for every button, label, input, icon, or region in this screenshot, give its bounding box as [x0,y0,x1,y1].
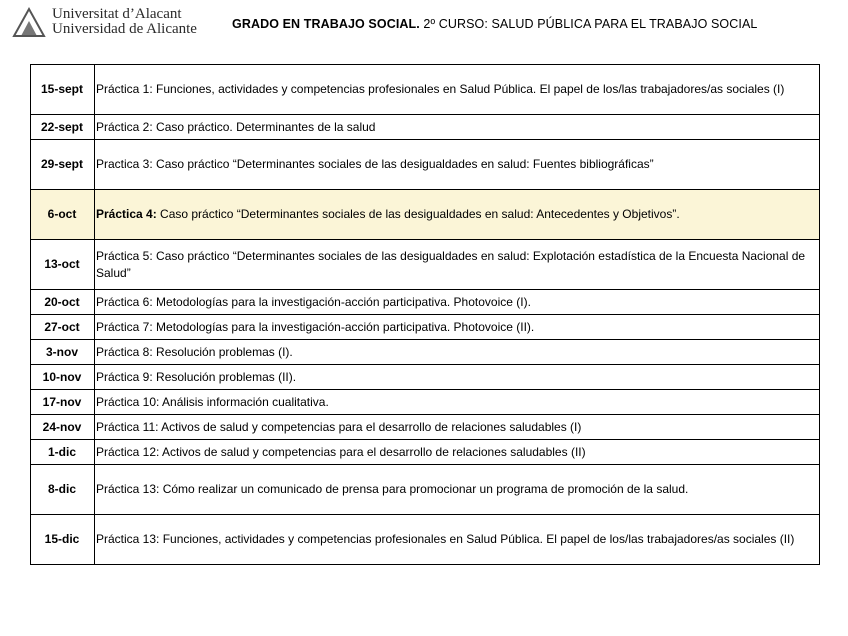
session-description [95,515,820,565]
table-row [31,140,820,190]
table-row [31,315,820,340]
page-title-course: 2º CURSO: SALUD PÚBLICA PARA EL TRABAJO SOCIAL [419,17,758,31]
practice-text: Funciones, actividades y competencias profesionales en Salud Pública. El papel de los/las trabajadores/as sociales (I) [152,82,785,96]
practice-text: Resolución problemas (II). [152,369,297,384]
table-row [31,390,820,415]
table-row [31,240,820,290]
session-description [95,340,820,365]
session-description [95,390,820,415]
table-row [31,115,820,140]
practice-label: Práctica 13: [96,532,160,546]
table-row-highlighted [31,190,820,240]
session-description [95,365,820,390]
practice-label: Práctica 11: [96,419,159,434]
table-row [31,365,820,390]
session-date: 20-oct [31,290,95,315]
practice-text: Activos de salud y competencias para el desarrollo de relaciones saludables (I) [158,419,582,434]
session-date: 15-dic [31,515,95,565]
table-row [31,65,820,115]
practice-label: Práctica 2: [96,119,153,134]
logo-text-spanish: Universidad de Alicante [52,21,197,37]
table-row [31,465,820,515]
practice-label: Práctica 8: [96,344,153,359]
page-title [232,17,757,31]
practice-text: Cómo realizar un comunicado de prensa para promocionar un programa de promoción de la salud. [159,482,689,496]
practice-schedule-table [30,64,820,565]
practice-text: Caso práctico. Determinantes de la salud [152,119,376,134]
practice-label: Práctica 10: [96,394,160,409]
session-date: 27-oct [31,315,95,340]
session-date: 15-sept [31,65,95,115]
table-row [31,340,820,365]
practice-label: Práctica 6: [96,294,153,309]
practice-label: Práctica 12: [96,444,160,459]
practice-text: Caso práctico “Determinantes sociales de las desigualdades en salud: Antecedentes y Objetivos”. [156,207,680,221]
practice-label: Práctica 1: [96,82,153,96]
session-description [95,65,820,115]
practice-label: Práctica 13: [96,482,160,496]
practice-label: Práctica 7: [96,319,153,334]
session-date: 22-sept [31,115,95,140]
session-description [95,440,820,465]
session-description [95,190,820,240]
session-date: 6-oct [31,190,95,240]
session-date: 24-nov [31,415,95,440]
table-row [31,440,820,465]
practice-text: Metodologías para la investigación-acción participativa. Photovoice (II). [152,319,535,334]
university-emblem-icon [12,6,46,38]
session-description [95,140,820,190]
practice-label: Práctica 4: [96,207,157,221]
session-description [95,240,820,290]
page-title-degree: GRADO EN TRABAJO SOCIAL. [232,17,420,31]
logo-text-valencian: Universitat d’Alacant [52,6,182,22]
session-date: 8-dic [31,465,95,515]
practice-label: Practica 3: [96,157,153,171]
practice-label: Práctica 5: [96,248,153,263]
table-row [31,290,820,315]
session-date: 13-oct [31,240,95,290]
session-description [95,115,820,140]
practice-text: Caso práctico “Determinantes sociales de las desigualdades en salud: Fuentes bibliográficas” [152,157,654,171]
session-date: 10-nov [31,365,95,390]
table-row [31,415,820,440]
table-row [31,515,820,565]
practice-text: Resolución problemas (I). [152,344,293,359]
session-description [95,315,820,340]
practice-label: Práctica 9: [96,369,153,384]
practice-text: Caso práctico “Determinantes sociales de las desigualdades en salud: Explotación estadística de la Encuesta Nacional de Salud” [96,248,806,280]
practice-text: Análisis información cualitativa. [159,394,329,409]
session-date: 29-sept [31,140,95,190]
session-date: 3-nov [31,340,95,365]
session-date: 1-dic [31,440,95,465]
practice-text: Metodologías para la investigación-acción participativa. Photovoice (I). [152,294,531,309]
practice-text: Funciones, actividades y competencias profesionales en Salud Pública. El papel de los/las trabajadores/as sociales (II) [159,532,795,546]
practice-text: Activos de salud y competencias para el desarrollo de relaciones saludables (II) [159,444,586,459]
university-logo [12,6,197,38]
session-description [95,415,820,440]
session-date: 17-nov [31,390,95,415]
session-description [95,290,820,315]
session-description [95,465,820,515]
